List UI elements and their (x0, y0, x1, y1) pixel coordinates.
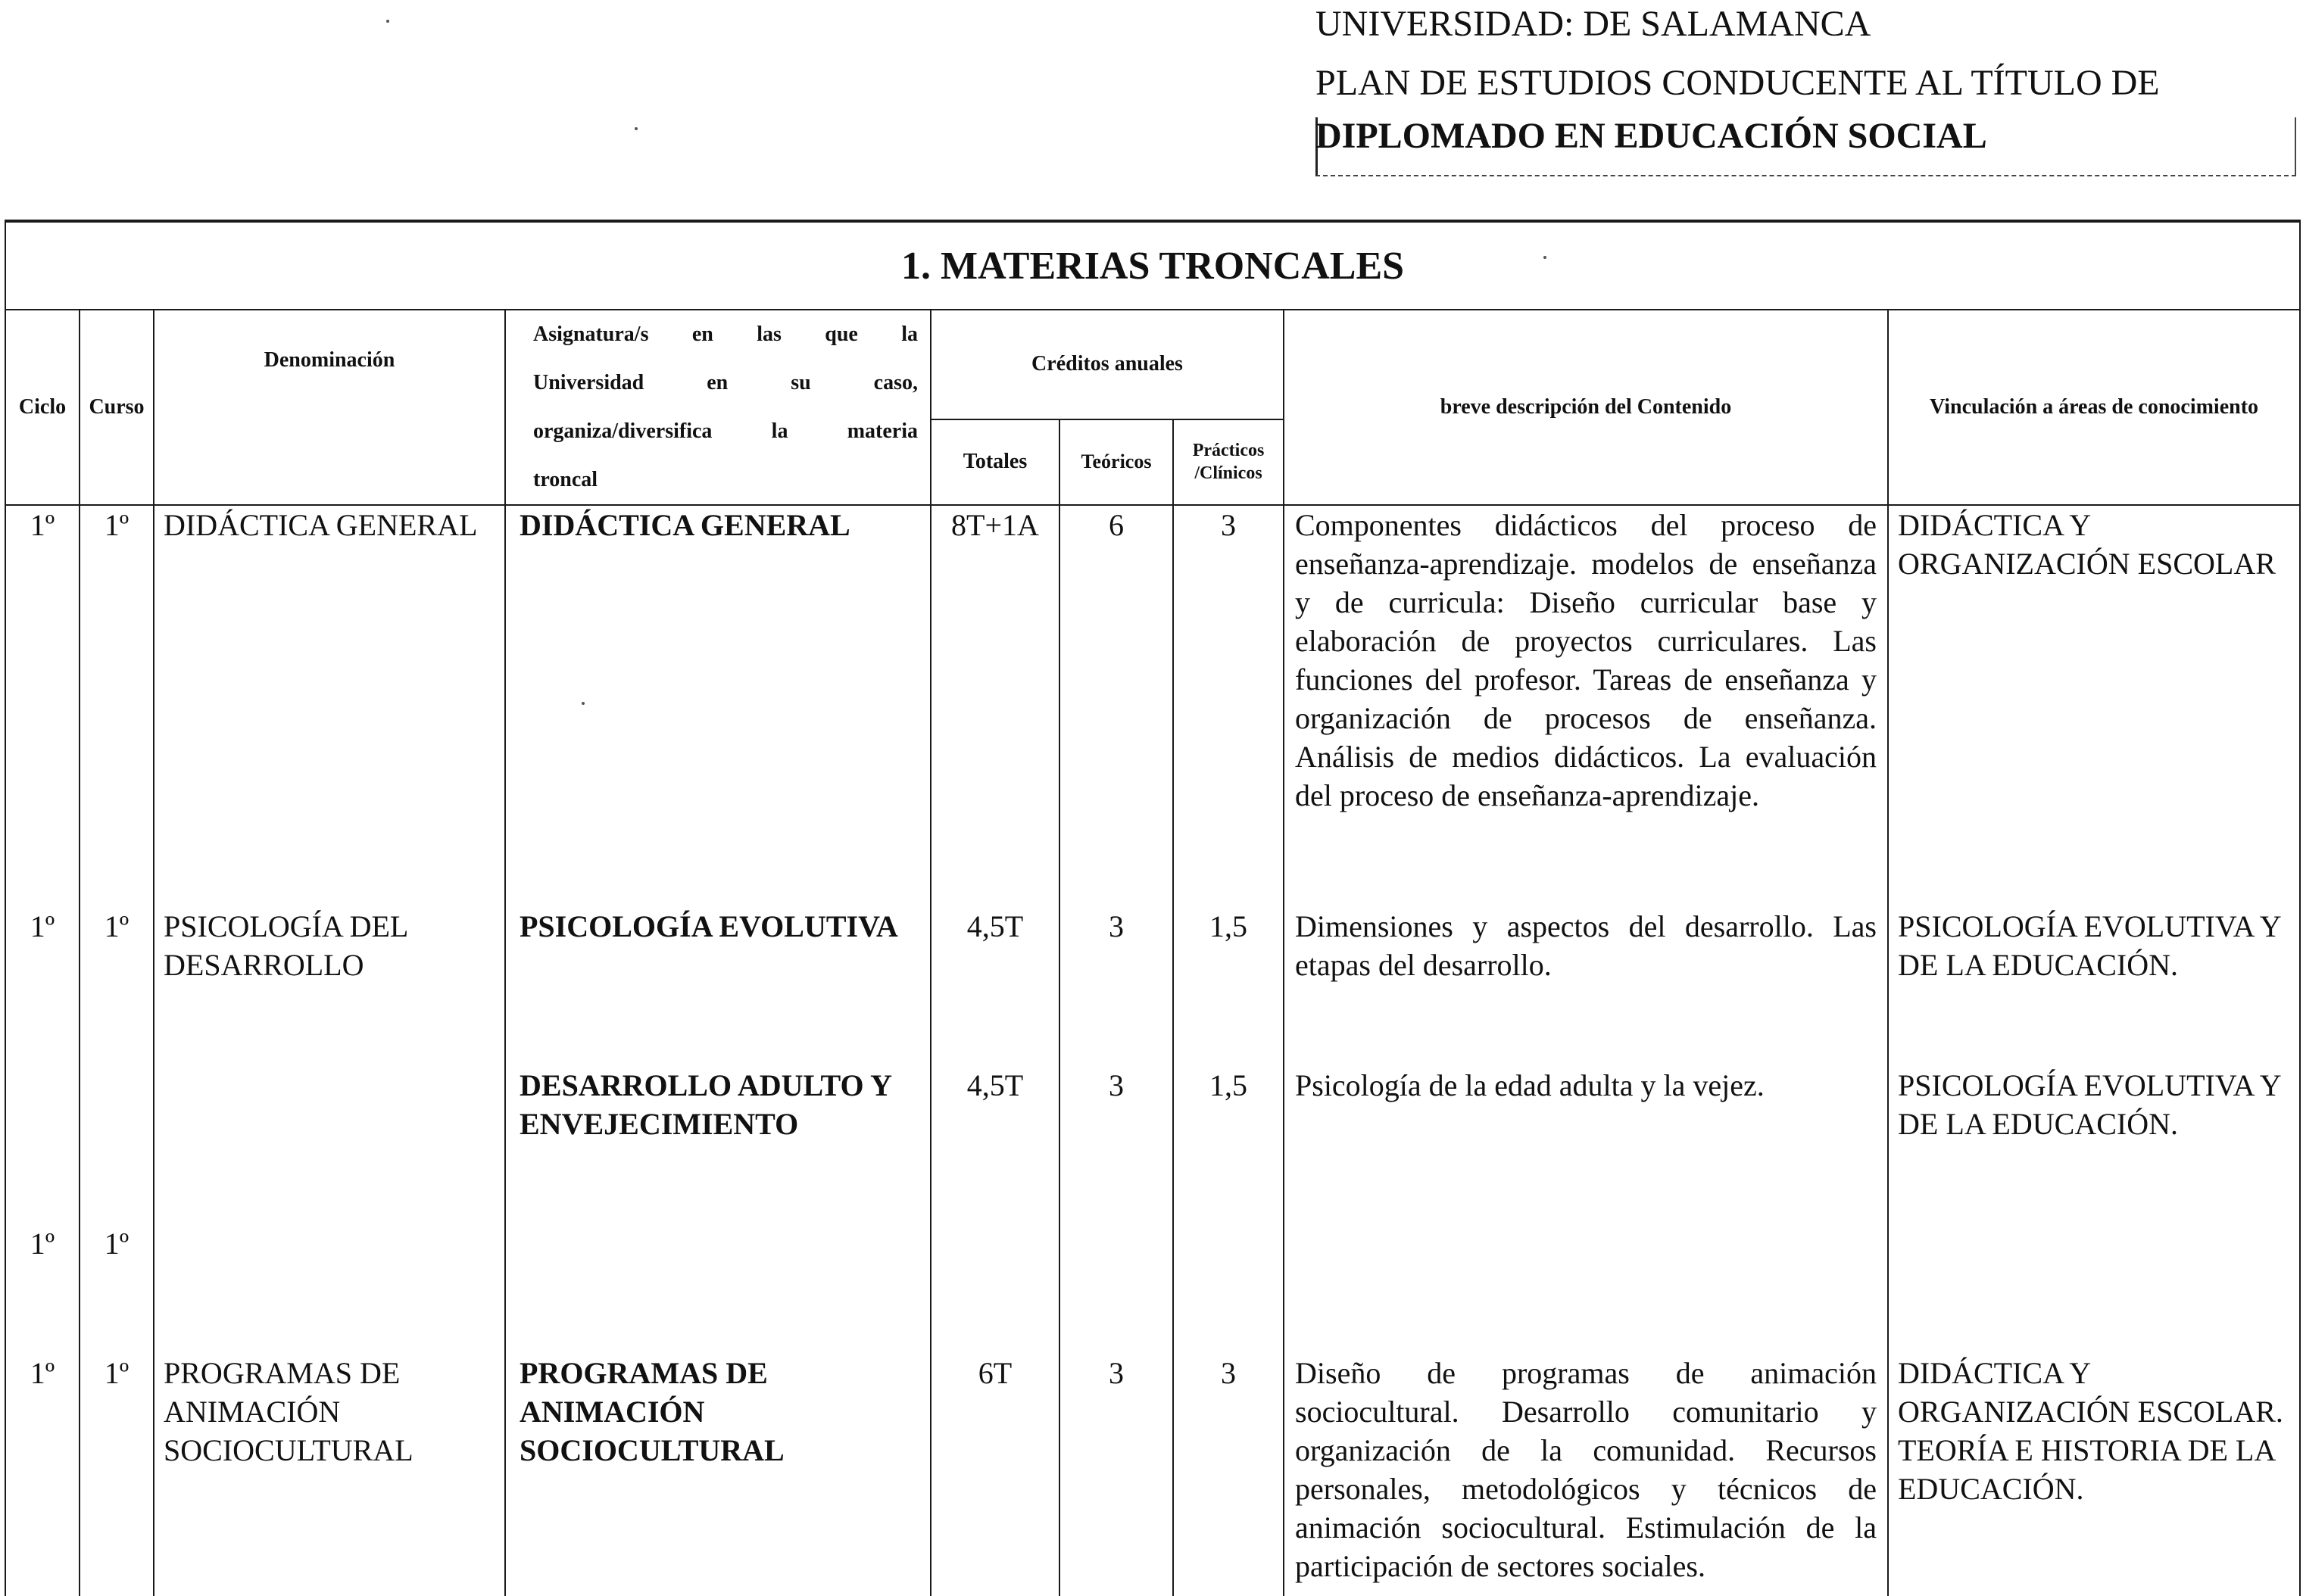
cell-descripcion: Componentes didácticos del proceso de enseñanza-aprendizaje. modelos de enseñanza y de curricula: Diseño curricular base y elaboración de proyectos curriculares. Las funciones del profesor. Tareas de enseñanza y organización de procesos de enseñanza. Análisis de medios didácticos. La evaluación del proceso de enseñanza-aprendizaje. (1284, 505, 1888, 907)
cell-totales: 8T+1A (931, 505, 1059, 907)
cell-ciclo: 1º (5, 1066, 80, 1354)
header-asignatura-line: organiza/diversifica la materia (533, 419, 918, 443)
cell-descripcion: Diseño de programas de animación sociocultural. Desarrollo comunitario y organización de la comunidad. Recursos personales, metodológicos y técnicos de animación sociocultural. Estimulación de la participación de sectores sociales. (1284, 1354, 1888, 1596)
cell-curso: 1º (80, 1354, 154, 1596)
cell-curso: 1º (80, 505, 154, 907)
table-row (5, 505, 2300, 907)
cell-asignatura: DESARROLLO ADULTO Y ENVEJECIMIENTO (505, 1066, 931, 1354)
header-asignatura-line: Asignatura/s en las que la (533, 323, 918, 346)
cell-ciclo: 1º (5, 505, 80, 907)
cell-ciclo: 1º (5, 907, 80, 1066)
cell-vinculacion: DIDÁCTICA Y ORGANIZACIÓN ESCOLAR. TEORÍA E HISTORIA DE LA EDUCACIÓN. (1888, 1354, 2300, 1596)
table-title: 1. MATERIAS TRONCALES (5, 221, 2300, 310)
scan-speck (635, 127, 638, 130)
cell-denominacion: PROGRAMAS DE ANIMACIÓN SOCIOCULTURAL (154, 1354, 505, 1596)
header-totales: Totales (931, 419, 1059, 505)
header-creditos: Créditos anuales (931, 310, 1284, 419)
cell-teoricos: 3 (1059, 907, 1173, 1066)
cell-totales: 4,5T (931, 1066, 1059, 1354)
cell-teoricos: 3 (1059, 1354, 1173, 1596)
header-asignatura-line: troncal (533, 468, 598, 491)
table-row (5, 1066, 2300, 1354)
cell-vinculacion: DIDÁCTICA Y ORGANIZACIÓN ESCOLAR (1888, 505, 2300, 907)
cell-curso: 1º (80, 1066, 154, 1354)
cell-vinculacion: PSICOLOGÍA EVOLUTIVA Y DE LA EDUCACIÓN. (1888, 1066, 2300, 1354)
table-row (5, 1354, 2300, 1596)
header-ciclo: Ciclo (5, 310, 80, 505)
cell-practicos: 3 (1173, 505, 1284, 907)
cell-descripcion: Dimensiones y aspectos del desarrollo. Las etapas del desarrollo. (1284, 907, 1888, 1066)
scan-speck (386, 20, 389, 23)
cell-totales: 4,5T (931, 907, 1059, 1066)
materias-table (5, 220, 2301, 1596)
header-curso: Curso (80, 310, 154, 505)
cell-teoricos: 3 (1059, 1066, 1173, 1354)
header-descripcion: breve descripción del Contenido (1284, 310, 1888, 505)
university-line: UNIVERSIDAD: DE SALAMANCA (1315, 4, 1871, 44)
degree-title: DIPLOMADO EN EDUCACIÓN SOCIAL (1315, 116, 1987, 156)
cell-practicos: 1,5 (1173, 1066, 1284, 1354)
cell-asignatura: PROGRAMAS DE ANIMACIÓN SOCIOCULTURAL (505, 1354, 931, 1596)
cell-denominacion: PSICOLOGÍA DEL DESARROLLO (154, 907, 505, 1066)
cell-asignatura: PSICOLOGÍA EVOLUTIVA (505, 907, 931, 1066)
header-practicos-line: Prácticos (1192, 441, 1265, 461)
cell-teoricos: 6 (1059, 505, 1173, 907)
cell-vinculacion: PSICOLOGÍA EVOLUTIVA Y DE LA EDUCACIÓN. (1888, 907, 2300, 1066)
cell-totales: 6T (931, 1354, 1059, 1596)
cell-practicos: 1,5 (1173, 907, 1284, 1066)
cell-ciclo: 1º (5, 1354, 80, 1596)
cell-denominacion: DIDÁCTICA GENERAL (154, 505, 505, 907)
cell-denominacion (154, 1066, 505, 1354)
header-asignatura (505, 310, 931, 505)
cell-asignatura: DIDÁCTICA GENERAL (505, 505, 931, 907)
header-practicos-line: /Clínicos (1194, 463, 1262, 484)
header-practicos (1173, 419, 1284, 505)
header-vinculacion: Vinculación a áreas de conocimiento (1888, 310, 2300, 505)
header-denominacion: Denominación (154, 310, 505, 505)
plan-line: PLAN DE ESTUDIOS CONDUCENTE AL TÍTULO DE (1315, 63, 2160, 103)
cell-descripcion: Psicología de la edad adulta y la vejez. (1284, 1066, 1888, 1354)
header-teoricos: Teóricos (1059, 419, 1173, 505)
cell-practicos: 3 (1173, 1354, 1284, 1596)
table-row (5, 907, 2300, 1066)
cell-curso: 1º (80, 907, 154, 1066)
header-asignatura-line: Universidad en su caso, (533, 371, 918, 394)
